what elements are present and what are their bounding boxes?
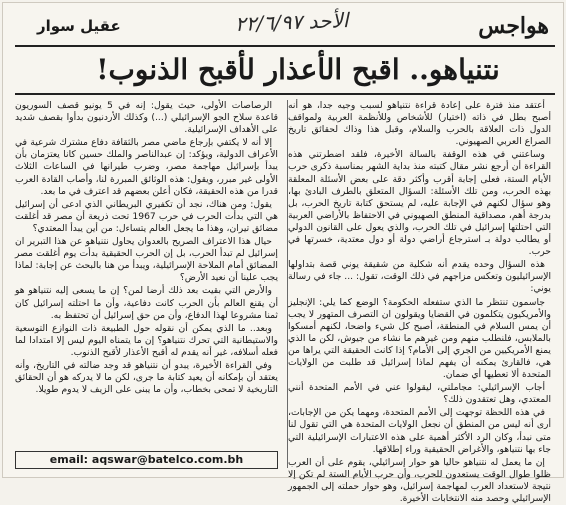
paragraph: يقول: ومن هناك، نجد أن تكفيري البريطاني الذي ادعى أن إسرائيل هي التي بدأت الحرب في حرب 1967 تحت ذريعة أن مصر قد أغلقت مضائق تيران، وهذا ما يجعل العالم يتساءل: من أين يبدأ المعتدي؟ — [15, 198, 278, 234]
paragraph: إلا أنه لا يكتفي بإرجاع ماضي مصر بالثقافة دفاع مشترك شرعية في الأعراف الدولية، ويؤكد: إن عبدالناصر والملك حسين كانا يعتزمان بأن يبدأ بإسرائيل مهاجمة مصر، وضرب طيرانها في الساعات الثلاث الأولى غير مبرر، ويقول: هذه الوثائق المبررة لنا، وأصاب القادة العرب قدرا من هذه الحقيقة، فكان أعلن بعضهم قد اعترف في ما بعد. — [15, 137, 278, 197]
paragraph: حيال هذا الاعتراف الصريح بالعدوان يحاول نتنياهو عن هذا التبرير ان إسرائيل لم تبدأ الحرب، بل إن الحرب الحقيقية بدأت يوم أغلقت مصر المضائق أمام الملاحة الإسرائيلية، ويبدأ من هنا بالبحث عن إجابة: لماذا يجب علينا أن نعيد الأرض؟ — [15, 236, 278, 284]
author-email: email: aqswar@batelco.com.bh — [15, 451, 278, 469]
paragraph: إن ما يعمل له نتنياهو حاليا هو حوار إسرائيلي، يقوم على أن العرب ظلوا طوال الوقت يستعدون للحرب، وأن حرب الأيام الستة لم تكن إلا نتيجة لاستعداد العرب لمهاجمة إسرائيل، وهو حوار حملته إلى الجمهور الإسرائيلي وحصد منه الانتخابات الأخيرة. — [288, 456, 551, 504]
paragraph: هذه السؤال وحده يقدم أنه شكلية من شقيقة يوني قصة بتداولها الإسرائيليون وتعكس مزاجهم في ذلك الوقت، تقول: ... جاء في رسالة يوني: — [288, 259, 551, 295]
paragraph: الرصاصات الأولى، حيث يقول: إنه في 5 يونيو قصف السوريون قاعدة سلاح الجو الإسرائيلي (...) وكذلك الأردنيون بدأوا بقصف شديد على الأهداف الإسرائيلية. — [15, 100, 278, 136]
article-column-left — [15, 100, 278, 418]
paragraph: وبعد.. ما الذي يمكن أن نقوله حول الطبيعة ذات النوازع التوسعية والاستيطانية التي تحرك نتنياهو؟ إن ما يتمناه اليوم ليس إلا امتدادا لما فعله أسلافه، غير أنه يقدم له أقبح الأعذار لأقبح الذنوب. — [15, 322, 278, 358]
paragraph: وساعتني في هذه الوقفة بالسالة الأخيرة، فلقد اضطرتني هذه القراءة أن أرجع نشر مقال كتبته منذ بداية الشهر بمناسبة ذكرى حرب الأيام الستة، فعلى إجابة أقرب وأكثر دقة على بعض الأسئلة المعلقة بهذه الحرب، ومن تلك الأسئلة: السؤال المتعلق بالطرف البادئ بها، وهو سؤال لكنهم في الإجابة عليه، لم يستحق كتابة تاريخ الحرب، بل بدرجة أهم، مصداقية المنطق الصهيوني في الاحتفاظ بالأراضي العربية التي احتلتها إسرائيل في تلك الحرب، والذي يعول على القانون الدولي أو يطالب دولة بـ استرجاع أراضي دولة أو دول معتدية، خسرتها في حرب. — [288, 149, 551, 258]
paragraph: في هذه اللحظة توجهت إلى الأمم المتحدة، ومهما يكن من الإجابات، أرى أنه ليس من المنطق أن نجعل الولايات المتحدة هي التي تقول لنا متى نبدأ، وكان الرد الأكثر أهمية على هذه الاعتبارات الإسرائيلية التي جاء بها نتنياهو، والأغراض الحقيقية وراء إطلاقها. — [288, 407, 551, 455]
handwritten-date: الأحد ٢٢/٦/٩٧ — [234, 8, 349, 36]
article-headline: نتنياهو.. اقبح الأعذار لأقبح الذنوب! — [96, 53, 500, 86]
author-name: عقيل سوار — [37, 17, 121, 35]
paragraph: أعتقد منذ فترة على إعادة قراءة نتنياهو لسبب وجيه جدا، هو أنه أصبح بطل في ذاته (اختيار) للأشخاص وللأنظمة العربية ولمواقف الدول ذات العلاقة بالحرب والسلام، وقبل هذا وذاك لحقائق تاريخ الصراع العربي الصهيوني. — [288, 100, 551, 148]
paragraph: أجاب الإسرائيلي: مجاملتي، ليقولوا عني في الأمم المتحدة أنني المعتدي، وهل تعتقدون ذلك؟ — [288, 382, 551, 406]
paragraph: والأرض التي بقيت بعد ذلك أرضا لمن؟ إن ما يسعى إليه نتنياهو هو أن يقنع العالم بأن الحرب كانت دفاعية، وأن ما احتلته إسرائيل كان ثمنا مشروعا لهذا الدفاع، وأن من حق إسرائيل أن تحتفظ به. — [15, 285, 278, 321]
paragraph: وفي القراءة الأخيرة، يبدو أن نتنياهو قد وجد ضالته في التاريخ، وأنه يعتقد أن بإمكانه أن يعيد كتابة ما جرى، لكن ما لا يدركه هو أن الحقائق التاريخية لا تمحى بخطاب، وأن ما يبنى على الزيف لا يدوم طويلا. — [15, 359, 278, 396]
article-column-right — [288, 100, 551, 504]
headline-rule — [15, 93, 555, 95]
column-name: هواجس — [478, 13, 549, 39]
column-divider — [287, 100, 288, 468]
header-rule — [15, 45, 555, 47]
newspaper-clipping — [2, 2, 564, 504]
paragraph: جاسمون تنتظر ما الذي ستفعله الحكومة؟ الوضع كما يلي: الإنجليز والأمريكيون يتكلمون في القضايا ويقولون ان التصرف المتهور لا يجب أن يمس السلام في المنطقة، أصبح كل شيء واضحا، لكنهم أمسكوا بالملابس، فلنطلب منهم ومن غيرهم ما نشاء من جيوش، لكن ما الذي يمنع الأمريكيين من الجري إلى الأمام؟ إذا كانت الحقيقة التي يراها من هي، فالقارئ يمكنه أن يفهم لماذا إسرائيل قد طلبت من الولايات المتحدة ألا تعطيها أي ضمان. — [288, 296, 551, 381]
